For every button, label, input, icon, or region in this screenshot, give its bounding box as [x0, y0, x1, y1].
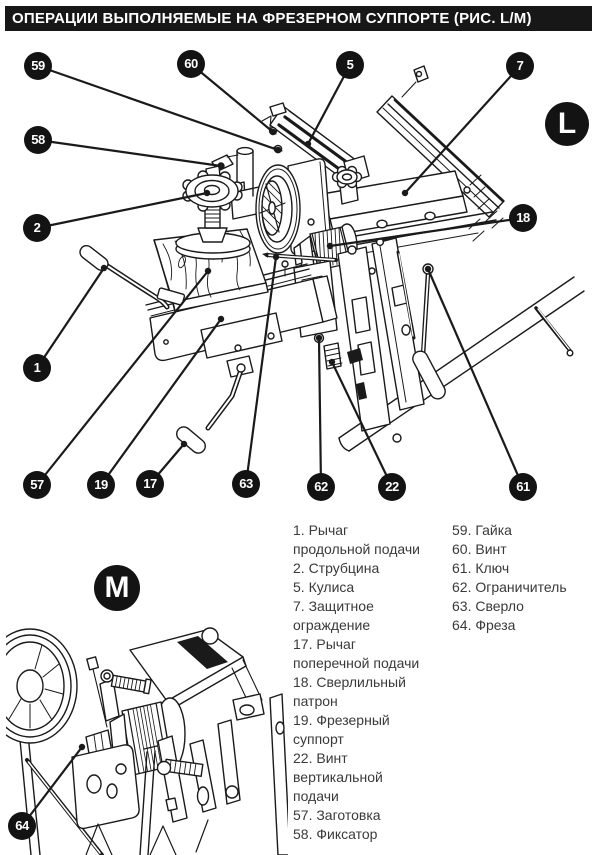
- leader-dot-18: [327, 243, 333, 249]
- leader-dot-61: [425, 266, 431, 272]
- legend-item: 19. Фрезерный суппорт: [293, 712, 390, 747]
- leader-dot-2: [204, 190, 210, 196]
- leader-dot-63: [273, 254, 279, 260]
- figure-m-badge: M: [94, 565, 140, 611]
- legend-item: 17. Рычаг поперечной подачи: [293, 636, 420, 671]
- legend-item: 5. Кулиса: [293, 579, 355, 595]
- leader-dot-17: [181, 441, 187, 447]
- leader-line-61: [428, 269, 523, 487]
- leader-dot-59: [275, 147, 281, 153]
- callout-60: 60: [177, 50, 205, 78]
- legend-item: 62. Ограничитель: [452, 579, 567, 595]
- callout-18: 18: [509, 204, 537, 232]
- legend-item: 64. Фреза: [452, 617, 516, 633]
- legend-column-left: [293, 521, 423, 844]
- page-title: ОПЕРАЦИИ ВЫПОЛНЯЕМЫЕ НА ФРЕЗЕРНОМ СУППОРТЕ (РИС. L/M): [5, 6, 592, 31]
- leader-dot-64: [79, 744, 85, 750]
- callout-22: 22: [378, 473, 406, 501]
- figure-l-drawing: [77, 66, 584, 456]
- leader-dot-7: [402, 190, 408, 196]
- legend-item: 1. Рычаг продольной подачи: [293, 522, 421, 557]
- legend-item: 18. Сверлильный патрон: [293, 674, 406, 709]
- leader-line-1: [37, 268, 104, 368]
- leader-line-60: [191, 64, 273, 132]
- callout-1: 1: [23, 354, 51, 382]
- column-plates: [338, 238, 424, 442]
- legend-item: 63. Сверло: [452, 598, 524, 614]
- leader-dot-5: [305, 141, 311, 147]
- legend-item: 59. Гайка: [452, 522, 512, 538]
- legend-item: 58. Фиксатор: [293, 826, 378, 842]
- leader-dot-57: [205, 268, 211, 274]
- legend-item: 2. Струбцина: [293, 560, 380, 576]
- leader-dot-58: [218, 163, 224, 169]
- callout-19: 19: [87, 471, 115, 499]
- callout-58: 58: [24, 126, 52, 154]
- callout-5: 5: [336, 51, 364, 79]
- callout-64: 64: [8, 812, 36, 840]
- leader-line-57: [37, 271, 208, 485]
- leader-line-62: [319, 338, 321, 487]
- leader-line-2: [37, 193, 207, 228]
- lower-bracket-m: [72, 745, 139, 829]
- legend-item: 57. Заготовка: [293, 807, 381, 823]
- legend-item: 61. Ключ: [452, 560, 510, 576]
- legend-item: 22. Винт вертикальной подачи: [293, 750, 383, 804]
- callout-62: 62: [307, 473, 335, 501]
- leader-line-58: [38, 140, 221, 166]
- leader-dot-19: [218, 316, 224, 322]
- legend-item: 60. Винт: [452, 541, 507, 557]
- legend-item: 7. Защитное ограждение: [293, 598, 374, 633]
- figure-m-drawing: [0, 628, 290, 855]
- callout-7: 7: [506, 52, 534, 80]
- crop-marks: [86, 820, 208, 855]
- figure-l-badge: L: [545, 102, 589, 146]
- leader-dot-22: [329, 359, 335, 365]
- callout-57: 57: [23, 471, 51, 499]
- legend-column-right: [452, 521, 597, 635]
- callout-59: 59: [24, 52, 52, 80]
- callout-17: 17: [136, 470, 164, 498]
- callout-2: 2: [23, 214, 51, 242]
- callout-61: 61: [509, 473, 537, 501]
- leader-line-59: [38, 66, 278, 150]
- leader-dot-62: [316, 335, 322, 341]
- pulley-m: [0, 629, 77, 743]
- leader-dot-60: [270, 129, 276, 135]
- callout-63: 63: [232, 470, 260, 498]
- leader-dot-1: [101, 265, 107, 271]
